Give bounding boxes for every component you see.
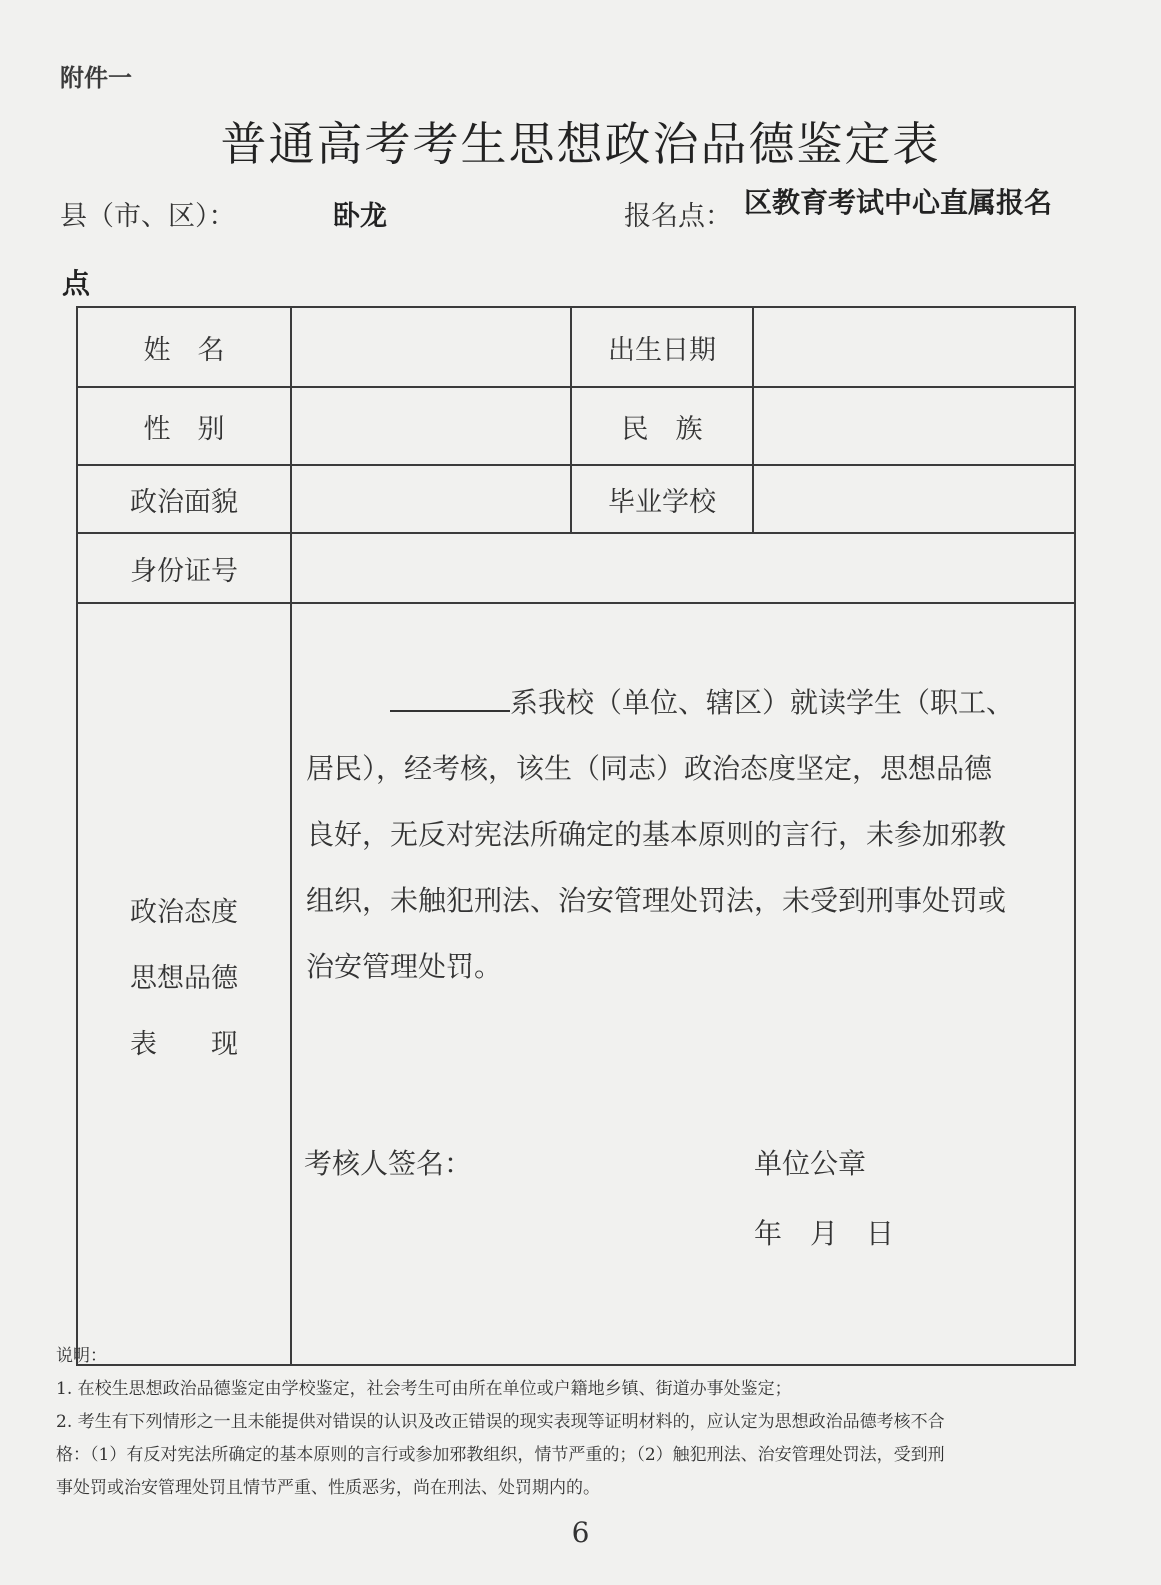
statement-line5: 治安管理处罚。 bbox=[306, 950, 503, 983]
graduate-school-label: 毕业学校 bbox=[571, 465, 753, 533]
note-item-2-line3: 事处罚或治安管理处罚且情节严重、性质恶劣，尚在刑法、处罚期内的。 bbox=[56, 1478, 600, 1498]
evaluation-label-line2: 思想品德 bbox=[130, 963, 238, 994]
statement-line4: 组织，未触犯刑法、治安管理处罚法，未受到刑事处罚或 bbox=[306, 884, 1007, 917]
evaluation-form-table bbox=[76, 306, 1076, 1366]
table-row bbox=[77, 307, 1075, 387]
registration-site-value: 区教育考试中心直属报名 bbox=[744, 186, 1053, 219]
evaluation-label-line3: 表 现 bbox=[130, 1029, 238, 1060]
attachment-label: 附件一 bbox=[60, 64, 132, 92]
ethnicity-label: 民 族 bbox=[571, 387, 753, 465]
note-item-2-line1: 2. 考生有下列情形之一且未能提供对错误的认识及改正错误的现实表现等证明材料的，应认定为思想政治品德考核不合 bbox=[56, 1412, 945, 1432]
table-row bbox=[77, 387, 1075, 465]
date-label: 年 月 日 bbox=[754, 1217, 895, 1250]
gender-label: 性 别 bbox=[77, 387, 291, 465]
name-field[interactable] bbox=[291, 307, 571, 387]
page-title: 普通高考考生思想政治品德鉴定表 bbox=[220, 117, 941, 171]
signature-section bbox=[292, 1134, 1074, 1364]
name-label: 姓 名 bbox=[77, 307, 291, 387]
statement-line3: 良好，无反对宪法所确定的基本原则的言行，未参加邪教 bbox=[306, 818, 1007, 851]
notes-section bbox=[56, 1340, 1096, 1505]
page-number: 6 bbox=[571, 1516, 590, 1549]
table-row bbox=[77, 603, 1075, 1365]
notes-heading: 说明： bbox=[56, 1346, 107, 1366]
table-row bbox=[77, 465, 1075, 533]
political-status-field[interactable] bbox=[291, 465, 571, 533]
note-item-2-line2: 格：（1）有反对宪法所确定的基本原则的言行或参加邪教组织，情节严重的；（2）触犯刑法、治安管理处罚法，受到刑 bbox=[56, 1445, 945, 1465]
id-number-label: 身份证号 bbox=[77, 533, 291, 603]
unit-seal-label: 单位公章 bbox=[754, 1147, 867, 1180]
evaluation-content bbox=[291, 603, 1075, 1365]
student-name-blank[interactable] bbox=[390, 680, 510, 712]
county-value: 卧龙 bbox=[333, 201, 387, 232]
birth-date-label: 出生日期 bbox=[571, 307, 753, 387]
registration-site-value-wrap: 点 bbox=[62, 267, 91, 300]
reviewer-signature-label: 考核人签名： bbox=[304, 1147, 473, 1180]
note-item-1: 1. 在校生思想政治品德鉴定由学校鉴定，社会考生可由所在单位或户籍地乡镇、街道办事处鉴定； bbox=[56, 1379, 792, 1399]
statement-line2: 居民），经考核，该生（同志）政治态度坚定，思想品德 bbox=[306, 752, 993, 785]
registration-site-label: 报名点： bbox=[624, 201, 732, 232]
id-number-field[interactable] bbox=[291, 533, 1075, 603]
evaluation-label-line1: 政治态度 bbox=[130, 897, 238, 928]
graduate-school-field[interactable] bbox=[753, 465, 1075, 533]
birth-date-field[interactable] bbox=[753, 307, 1075, 387]
gender-field[interactable] bbox=[291, 387, 571, 465]
statement-line1: 系我校（单位、辖区）就读学生（职工、 bbox=[306, 670, 1064, 736]
political-status-label: 政治面貌 bbox=[77, 465, 291, 533]
evaluation-label bbox=[77, 603, 291, 1365]
county-label: 县（市、区）： bbox=[60, 201, 236, 232]
ethnicity-field[interactable] bbox=[753, 387, 1075, 465]
table-row bbox=[77, 533, 1075, 603]
